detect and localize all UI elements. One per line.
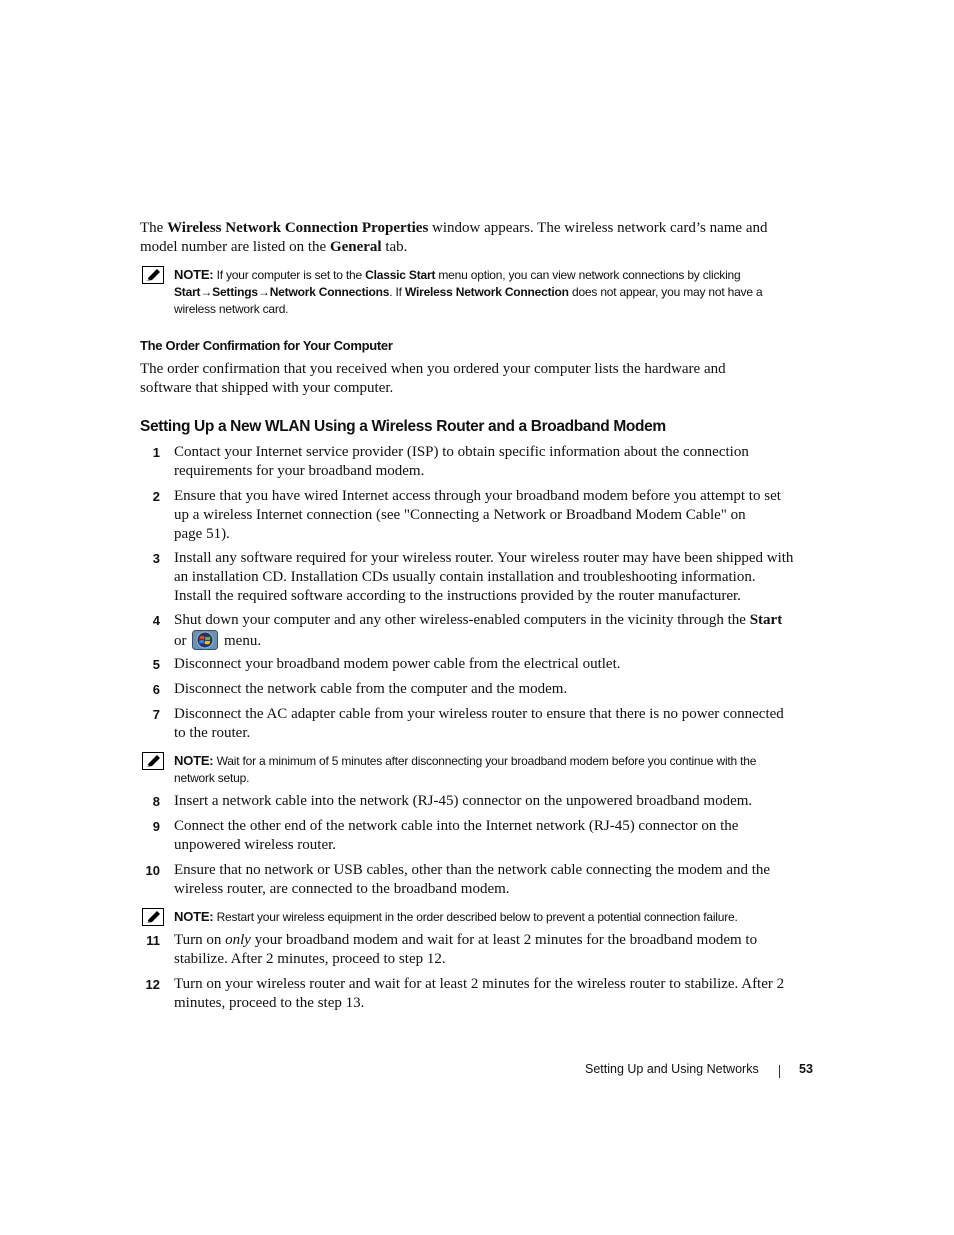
pencil-note-icon (142, 752, 164, 770)
pencil-note-icon (142, 908, 164, 926)
footer-section-title: Setting Up and Using Networks (585, 1062, 759, 1076)
intro-paragraph: The Wireless Network Connection Properties window appears. The wireless network card’s name and model number are listed on the General tab. (140, 220, 768, 255)
page-footer (585, 1062, 813, 1076)
document-page: The Wireless Network Connection Properties window appears. The wireless network card’s name and model number are listed on the General tab. NOTE: If your computer is set to the Classic Start menu option, you can view network connections by clicking Start→Settings→Network Connections. If Wireless Network Connection does not appear, you may not have a wireless network card. The Order Confirmation for Your Computer The order confirmation that you received when you ordered your computer lists the hardware and software that shipped with your computer. Setting Up a New WLAN Using a Wireless Router and a Broadband Modem 1 Contact your Internet service provider (ISP) to obtain specific information about the connection requirements for your broadband modem. 2 Ensure that you have wired Internet access through your broadband modem before you attempt to set up a wireless Internet connection (see "Connecting a Network or Broadband Modem Cable" on page 51). 3 Install any software required for your wireless router. Your wireless router may have been shipped with an installation CD. Installation CDs usually contain installation and troubleshooting information. Install the required software according to the instructions provided by the router manufacturer. 4 Shut down your computer and any other wireless-enabled computers in the vicinity through the Start or menu. 5 Disconnect your broadband modem power cable from the electrical outlet. 6 Disconnect the network cable from the computer and the modem. 7 Disconnect the AC adapter cable from your wireless router to ensure that there is no power connected to the router. NOTE: Wait for a minimum of 5 minutes after disconnecting your broadband modem before you continue with the network setup. 8 Insert a network cable into the network (RJ-45) connector on the unpowered broadband modem. 9 Connect the other end of the network cable into the Internet network (RJ-45) connector on the unpowered wireless router. 10 Ensure that no network or USB cables, other than the network cable connecting the modem and the wireless router, are connected to the broadband modem. NOTE: Restart your wireless equipment in the order described below to prevent a potential connection failure. 11 Turn on only your broadband modem and wait for at least 2 minutes for the broadband modem to stabilize. After 2 minutes, proceed to step 12. 12 Turn on your wireless router and wait for at least 2 minutes for the wireless router to stabilize. After 2 minutes, proceed to the step 13. Setting Up and Using Networks 53 (0, 0, 954, 1235)
order-confirmation-paragraph: The order confirmation that you received when you ordered your computer lists the hardware and software that shipped with your computer. (140, 361, 726, 396)
page-number: 53 (799, 1062, 813, 1076)
footer-divider (779, 1065, 780, 1078)
windows-start-icon (192, 630, 218, 650)
pencil-note-icon (142, 266, 164, 284)
wlan-setup-heading: Setting Up a New WLAN Using a Wireless Router and a Broadband Modem (140, 418, 666, 435)
order-confirmation-heading: The Order Confirmation for Your Computer (140, 338, 393, 353)
